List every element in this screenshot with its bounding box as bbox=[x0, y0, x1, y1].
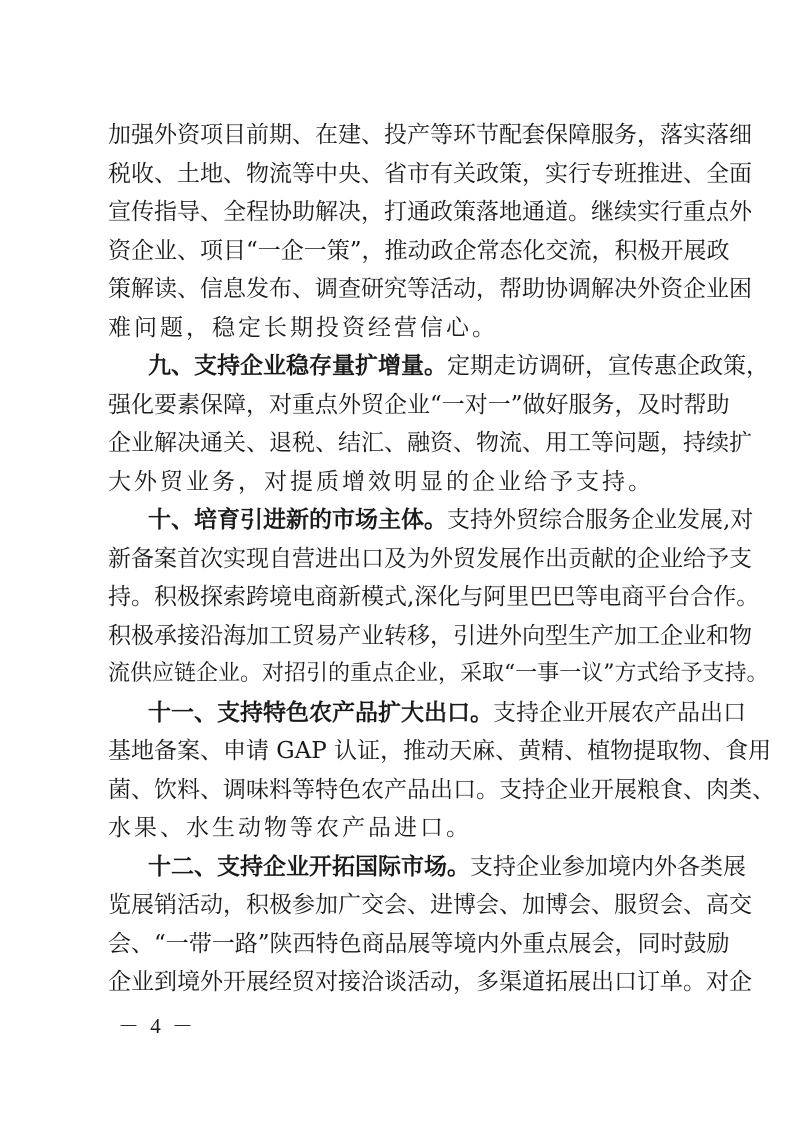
section-12-first-line: 十二、支持企业开拓国际市场。支持企业参加境内外各类展 bbox=[148, 853, 746, 880]
text-line: 强化要素保障，对重点外贸企业“一对一”做好服务，及时帮助 bbox=[108, 391, 730, 418]
text-line: 菌、饮料、调味料等特色农产品出口。支持企业开展粮食、肉类、 bbox=[108, 776, 775, 803]
text-line: 会、“一带一路”陕西特色商品展等境内外重点展会，同时鼓励 bbox=[108, 930, 730, 957]
section-10-first-line: 十、培育引进新的市场主体。支持外贸综合服务企业发展,对 bbox=[148, 507, 754, 533]
section-11-first-line: 十一、支持特色农产品扩大出口。支持企业开展农产品出口 bbox=[148, 699, 746, 726]
text-line: 宣传指导、全程协助解决，打通政策落地通道。继续实行重点外 bbox=[108, 199, 752, 225]
text-line: 资企业、项目“一企一策”，推动政企常态化交流，积极开展政 bbox=[108, 237, 730, 264]
text-line: 积极承接沿海加工贸易产业转移，引进外向型生产加工企业和物 bbox=[108, 622, 752, 649]
section-9-first-line: 九、支持企业稳存量扩增量。定期走访调研，宣传惠企政策， bbox=[148, 353, 769, 379]
text-line: 览展销活动，积极参加广交会、进博会、加博会、服贸会、高交 bbox=[108, 892, 752, 918]
text-line: 税收、土地、物流等中央、省市有关政策，实行专班推进、全面 bbox=[108, 160, 752, 187]
text-line: 企业到境外开展经贸对接洽谈活动，多渠道拓展出口订单。对企 bbox=[108, 969, 752, 995]
section-heading: 九、支持企业稳存量扩增量。 bbox=[148, 353, 447, 379]
page-number: － 4 － bbox=[118, 1014, 196, 1038]
text-line: 新备案首次实现自营进出口及为外贸发展作出贡献的企业给予支 bbox=[108, 545, 752, 572]
text-line: 大外贸业务，对提质增效明显的企业给予支持。 bbox=[108, 468, 654, 495]
section-heading: 十一、支持特色农产品扩大出口。 bbox=[148, 699, 493, 726]
document-body bbox=[108, 116, 775, 1002]
text-line: 流供应链企业。对招引的重点企业，采取“一事一议”方式给予支持。 bbox=[108, 661, 769, 686]
section-heading: 十、培育引进新的市场主体。 bbox=[148, 507, 447, 533]
text-line: 加强外资项目前期、在建、投产等环节配套保障服务，落实落细 bbox=[108, 122, 752, 148]
text-line: 持。积极探索跨境电商新模式,深化与阿里巴巴等电商平台合作。 bbox=[108, 584, 760, 610]
text-line: 企业解决通关、退税、结汇、融资、物流、用工等问题，持续扩 bbox=[108, 430, 752, 456]
text-line: 难问题，稳定长期投资经营信心。 bbox=[108, 314, 498, 341]
text-line: 水果、水生动物等农产品进口。 bbox=[108, 815, 472, 841]
text-line: 策解读、信息发布、调查研究等活动，帮助协调解决外资企业困 bbox=[108, 276, 752, 302]
text-line: 基地备案、申请 GAP 认证，推动天麻、黄精、植物提取物、食用 bbox=[108, 738, 772, 764]
section-heading: 十二、支持企业开拓国际市场。 bbox=[148, 853, 470, 880]
